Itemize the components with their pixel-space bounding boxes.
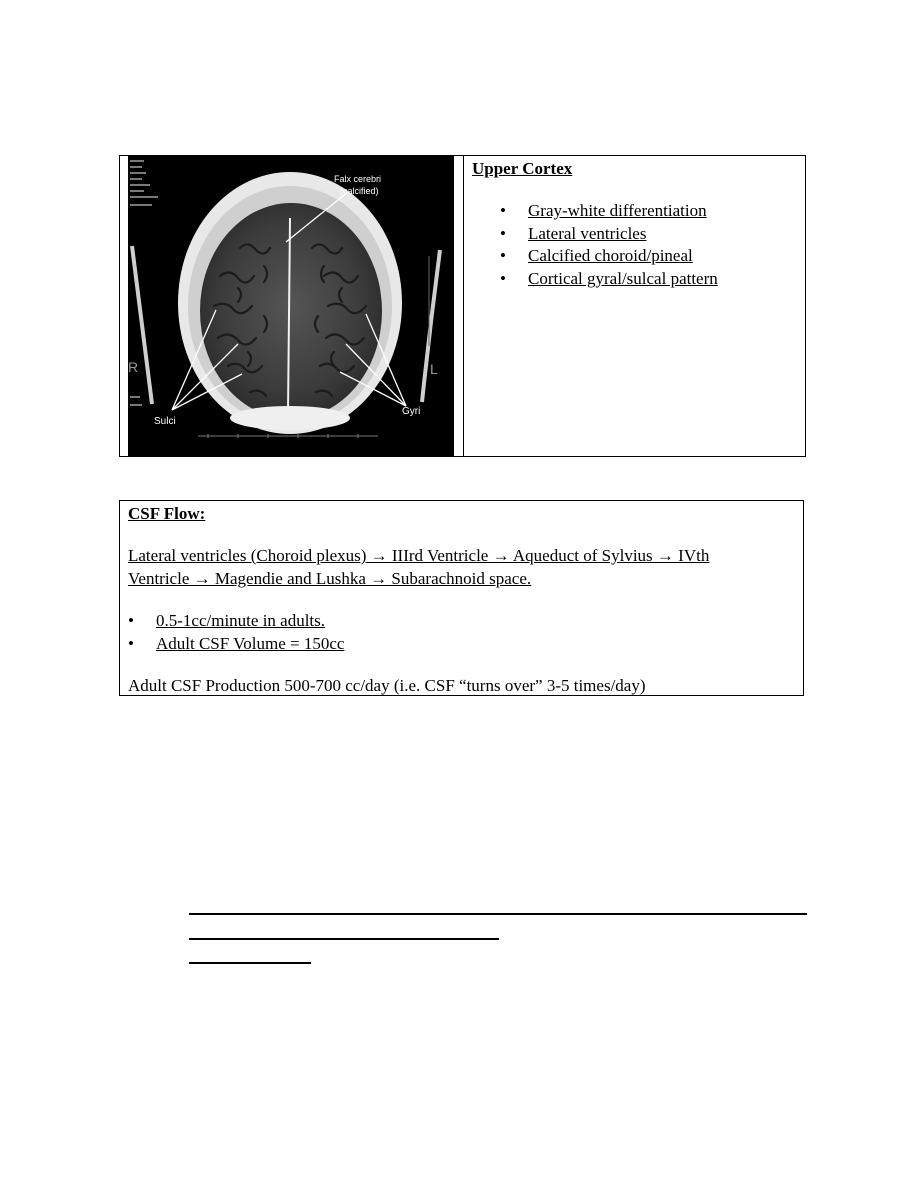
list-item [128,610,795,633]
bullet-glyph: • [500,246,506,265]
list-item [500,223,797,246]
falx-sublabel: (calcified) [340,186,379,196]
ct-scan-image [128,156,454,456]
list-item [500,268,797,291]
blank-line-2 [189,938,499,940]
falx-label: Falx cerebri [334,174,382,184]
blank-line-3 [189,962,311,964]
bullet-glyph: • [128,633,134,653]
sulci-label: Sulci [154,416,176,427]
upper-cortex-table [119,155,806,457]
bullet-glyph: • [500,223,506,243]
list-item-text: Cortical gyral/sulcal pattern [528,268,718,288]
upper-cortex-list [472,200,797,290]
gyri-label: Gyri [402,406,421,417]
bullet-glyph: • [500,201,506,220]
csf-flow-line2: Ventricle → Magendie and Lushka → Subarachnoid space. [128,568,532,588]
list-item [128,633,795,656]
list-item-text: Calcified choroid/pineal [528,246,693,265]
csf-flow-line1: Lateral ventricles (Choroid plexus) → IIIrd Ventricle → Aqueduct of Sylvius → IVth [128,546,710,565]
upper-cortex-cell [464,156,805,456]
csf-bullet-list [128,610,795,655]
ct-scan-illustration [128,156,454,456]
upper-cortex-heading: Upper Cortex [472,159,573,178]
list-item-text: 0.5-1cc/minute in adults. [156,611,326,630]
right-side-label: R [128,359,139,375]
csf-flow-text [128,545,795,590]
csf-flow-box [119,500,804,696]
list-item-text: Lateral ventricles [528,223,647,243]
bullet-glyph: • [500,268,506,288]
blank-line-1 [189,913,807,915]
list-item-text: Adult CSF Volume = 150cc [156,633,345,653]
list-item [500,200,797,223]
csf-heading: CSF Flow: [128,504,206,523]
left-side-label: L [430,361,438,377]
list-item-text: Gray-white differentiation [528,201,707,220]
ct-image-cell [120,156,464,456]
csf-production-text: Adult CSF Production 500-700 cc/day (i.e. CSF “turns over” 3-5 times/day) [128,676,646,695]
bullet-glyph: • [128,611,134,630]
list-item [500,245,797,268]
